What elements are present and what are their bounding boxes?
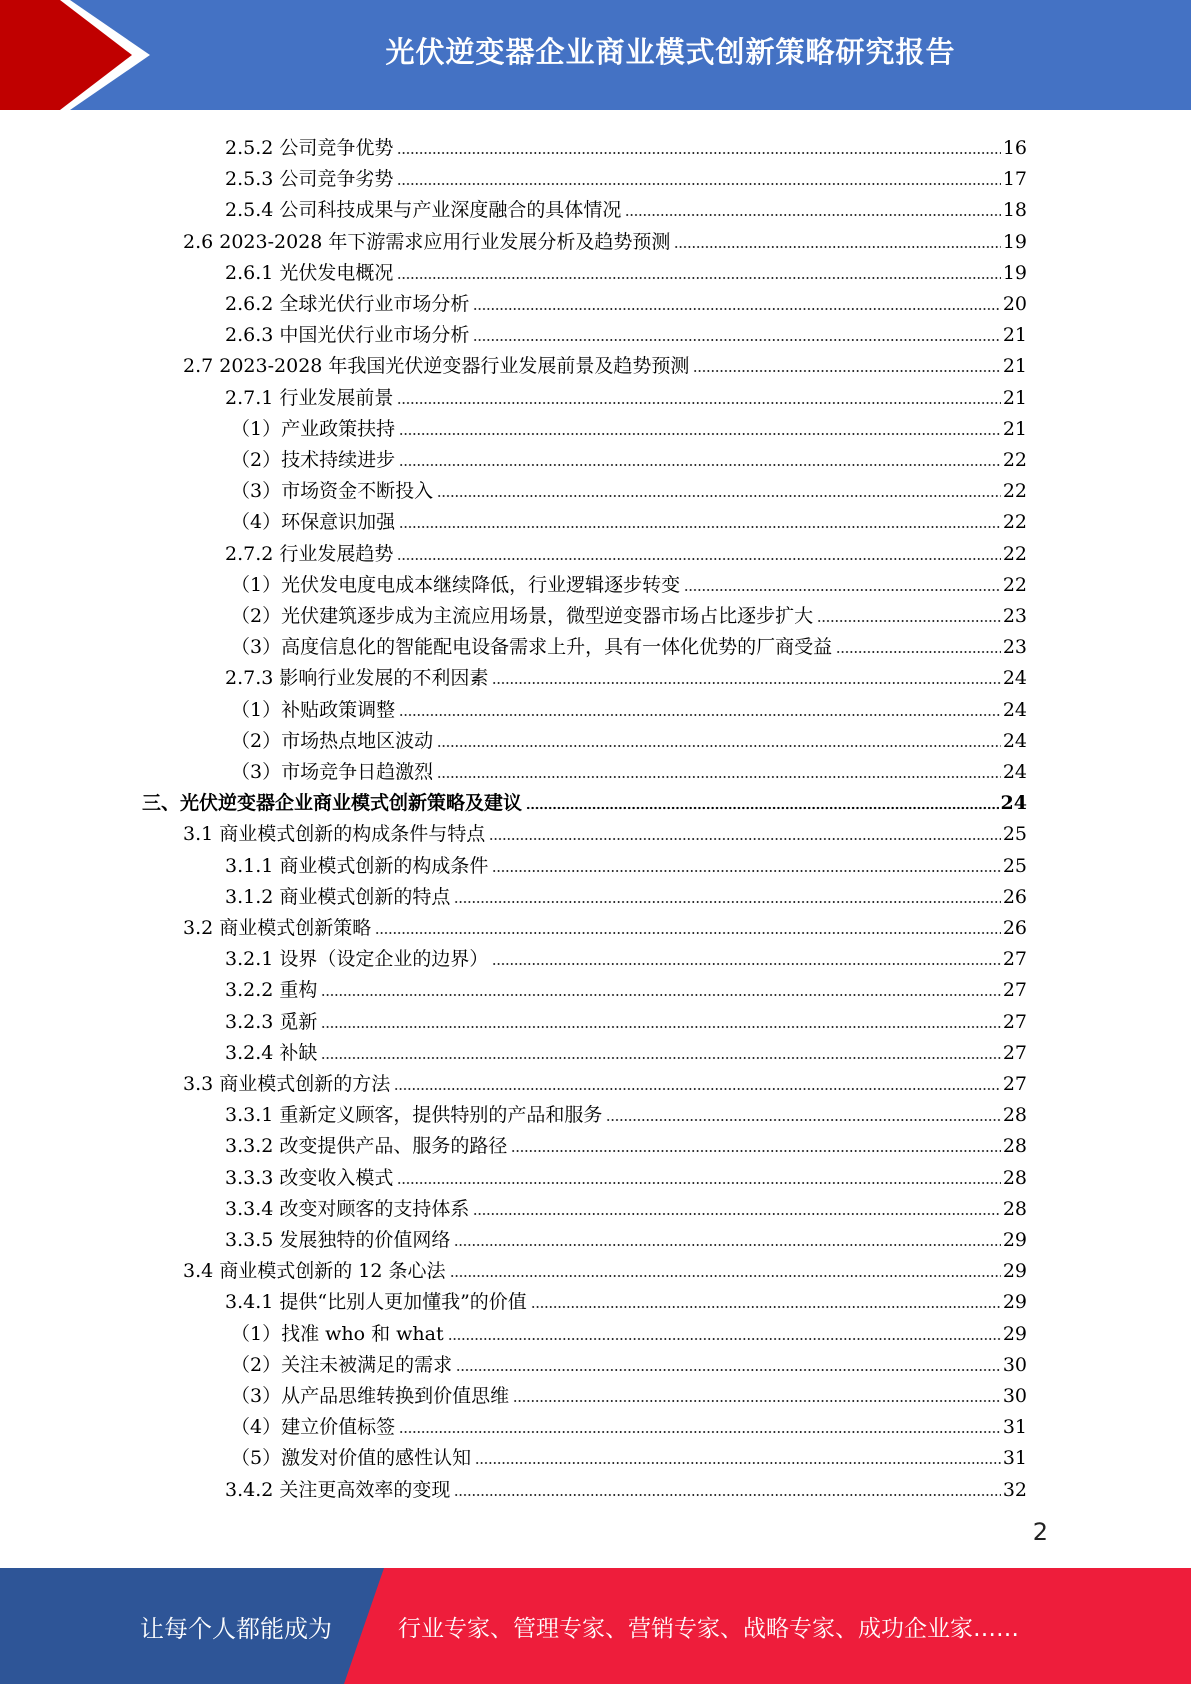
toc-entry-page: 21 — [1002, 355, 1027, 378]
toc-entry[interactable] — [225, 378, 1027, 409]
toc-entry-page: 18 — [1002, 199, 1027, 222]
toc-entry[interactable] — [231, 502, 1027, 533]
report-title: 光伏逆变器企业商业模式创新策略研究报告 — [385, 34, 956, 69]
toc-entry-title: 2.6 2023-2028 年下游需求应用行业发展分析及趋势预测 — [183, 230, 671, 253]
toc-entry[interactable] — [231, 1314, 1027, 1345]
toc-entry-page: 22 — [1002, 542, 1027, 565]
toc-entry-title: 3.2.2 重构 — [225, 979, 318, 1002]
toc-entry-page: 24 — [1002, 761, 1027, 783]
toc-leader-dots — [437, 494, 1001, 498]
toc-entry-title: （3）高度信息化的智能配电设备需求上升，具有一体化优势的厂商受益 — [231, 636, 833, 659]
toc-leader-dots — [448, 1337, 1001, 1341]
toc-entry-page: 22 — [1002, 480, 1027, 503]
toc-entry-page: 21 — [1002, 324, 1027, 347]
toc-entry-page: 29 — [1002, 1291, 1027, 1314]
toc-entry-page: 21 — [1002, 386, 1027, 409]
toc-entry-page: 24 — [1002, 698, 1027, 721]
toc-entry-page: 26 — [1002, 885, 1027, 908]
toc-entry-title: 3.3.2 改变提供产品、服务的路径 — [225, 1135, 508, 1158]
toc-leader-dots — [473, 307, 1000, 311]
toc-entry-title: （3）市场竞争日趋激烈 — [231, 761, 434, 783]
toc-entry[interactable] — [231, 690, 1027, 721]
toc-leader-dots — [399, 463, 1001, 467]
toc-entry-page: 30 — [1002, 1353, 1027, 1376]
toc-entry[interactable] — [225, 284, 1027, 315]
toc-entry[interactable] — [225, 159, 1027, 190]
toc-leader-dots — [456, 1368, 1001, 1372]
toc-entry-page: 22 — [1002, 511, 1027, 534]
toc-leader-dots — [454, 1493, 1000, 1497]
page-number: 2 — [1032, 1518, 1048, 1546]
toc-entry-title: 2.7.3 影响行业发展的不利因素 — [225, 667, 489, 690]
toc-leader-dots — [450, 1274, 1001, 1278]
toc-entry-page: 29 — [1002, 1260, 1027, 1283]
toc-leader-dots — [836, 650, 1001, 654]
toc-leader-dots — [473, 338, 1000, 342]
toc-entry-page: 30 — [1002, 1385, 1027, 1407]
toc-entry[interactable] — [225, 1126, 1027, 1157]
toc-entry-title: 3.3.5 发展独特的价值网络 — [225, 1229, 451, 1251]
toc-entry-page: 19 — [1002, 230, 1027, 253]
toc-entry[interactable] — [225, 970, 1027, 1001]
toc-leader-dots — [606, 1118, 1000, 1122]
toc-leader-dots — [397, 557, 1000, 561]
toc-entry[interactable] — [231, 565, 1027, 596]
toc-entry[interactable] — [231, 627, 1027, 658]
toc-entry[interactable] — [225, 1470, 1027, 1501]
toc-entry-page: 27 — [1002, 1073, 1027, 1095]
toc-leader-dots — [321, 1056, 1000, 1060]
toc-entry-title: 2.6.2 全球光伏行业市场分析 — [225, 293, 470, 315]
toc-entry-title: 3.2 商业模式创新策略 — [183, 917, 372, 939]
toc-entry-title: （4）建立价值标签 — [231, 1416, 396, 1439]
toc-entry-title: 三、光伏逆变器企业商业模式创新策略及建议 — [142, 792, 523, 815]
toc-entry[interactable] — [231, 752, 1027, 783]
toc-leader-dots — [454, 1243, 1000, 1247]
toc-entry[interactable] — [225, 939, 1027, 970]
toc-entry[interactable] — [225, 534, 1027, 565]
toc-leader-dots — [674, 245, 1000, 249]
toc-leader-dots — [693, 369, 1000, 373]
toc-entry[interactable] — [183, 908, 1027, 939]
page-footer — [0, 1568, 1191, 1684]
toc-entry-title: 3.3.1 重新定义顾客，提供特别的产品和服务 — [225, 1104, 603, 1127]
toc-leader-dots — [511, 1149, 1000, 1153]
toc-entry[interactable] — [231, 471, 1027, 502]
toc-entry[interactable] — [231, 1345, 1027, 1376]
footer-slogan-left: 让每个人都能成为 — [140, 1614, 332, 1643]
toc-entry-title: （5）激发对价值的感性认知 — [231, 1447, 472, 1470]
toc-entry-page: 28 — [1002, 1197, 1027, 1220]
toc-leader-dots — [473, 1212, 1000, 1216]
toc-entry-page: 27 — [1002, 948, 1027, 971]
toc-entry-page: 31 — [1002, 1447, 1027, 1470]
toc-entry-title: 3.4 商业模式创新的 12 条心法 — [183, 1260, 446, 1283]
toc-leader-dots — [817, 619, 1001, 623]
toc-entry-page: 17 — [1002, 168, 1027, 191]
toc-entry-title: 3.1.1 商业模式创新的构成条件 — [225, 854, 489, 877]
page-header — [0, 0, 1191, 110]
toc-entry-title: （1）找准 who 和 what — [231, 1322, 444, 1345]
toc-entry-title: 3.2.3 觅新 — [225, 1010, 318, 1033]
toc-entry-page: 23 — [1002, 605, 1027, 627]
toc-entry-title: 2.6.3 中国光伏行业市场分析 — [225, 324, 470, 347]
toc-entry[interactable] — [225, 1220, 1027, 1251]
toc-entry-page: 24 — [1000, 792, 1027, 815]
toc-entry[interactable] — [225, 1158, 1027, 1189]
toc-entry-title: 3.1 商业模式创新的构成条件与特点 — [183, 823, 486, 846]
toc-leader-dots — [375, 931, 1001, 935]
toc-entry-title: 3.1.2 商业模式创新的特点 — [225, 885, 451, 908]
toc-entry-title: （2）光伏建筑逐步成为主流应用场景，微型逆变器市场占比逐步扩大 — [231, 605, 814, 627]
toc-entry-title: 3.3.4 改变对顾客的支持体系 — [225, 1197, 470, 1220]
toc-entry-page: 16 — [1002, 137, 1027, 159]
toc-entry-title: （4）环保意识加强 — [231, 511, 396, 534]
toc-entry-title: （2）市场热点地区波动 — [231, 729, 434, 752]
toc-entry-page: 27 — [1002, 979, 1027, 1002]
toc-entry[interactable] — [225, 1282, 1027, 1313]
toc-entry-page: 27 — [1002, 1010, 1027, 1033]
toc-entry-title: （3）从产品思维转换到价值思维 — [231, 1385, 510, 1407]
toc-entry[interactable] — [225, 1189, 1027, 1220]
toc-entry-title: （1）补贴政策调整 — [231, 698, 396, 721]
toc-entry-title: （2）技术持续进步 — [231, 449, 396, 471]
toc-entry-page: 32 — [1002, 1478, 1027, 1501]
toc-entry[interactable] — [231, 1407, 1027, 1438]
toc-leader-dots — [399, 525, 1001, 529]
toc-entry-page: 23 — [1002, 636, 1027, 659]
toc-entry-title: 3.4.1 提供“比别人更加懂我”的价值 — [225, 1291, 527, 1314]
toc-leader-dots — [399, 1430, 1001, 1434]
toc-leader-dots — [492, 962, 1000, 966]
toc-leader-dots — [399, 713, 1001, 717]
toc-entry[interactable] — [231, 596, 1027, 627]
toc-entry-title: 2.7.1 行业发展前景 — [225, 386, 394, 409]
toc-entry-page: 28 — [1002, 1135, 1027, 1158]
toc-entry-page: 29 — [1002, 1229, 1027, 1251]
toc-leader-dots — [526, 806, 999, 810]
toc-entry-page: 24 — [1002, 729, 1027, 752]
toc-entry-page: 22 — [1002, 449, 1027, 471]
toc-entry[interactable] — [231, 440, 1027, 471]
toc-entry-title: 2.5.2 公司竞争优势 — [225, 137, 394, 159]
toc-entry[interactable] — [225, 253, 1027, 284]
toc-entry-page: 29 — [1002, 1322, 1027, 1345]
toc-leader-dots — [625, 213, 1000, 217]
toc-entry-title: 2.6.1 光伏发电概况 — [225, 261, 394, 284]
toc-entry[interactable] — [225, 1095, 1027, 1126]
toc-entry-title: 2.7.2 行业发展趋势 — [225, 542, 394, 565]
toc-entry-page: 19 — [1002, 261, 1027, 284]
toc-leader-dots — [492, 681, 1000, 685]
toc-entry-page: 25 — [1002, 854, 1027, 877]
toc-entry[interactable] — [231, 409, 1027, 440]
toc-leader-dots — [513, 1399, 1001, 1403]
toc-entry[interactable] — [183, 222, 1027, 253]
toc-leader-dots — [397, 401, 1000, 405]
footer-slogan-right: 行业专家、管理专家、营销专家、战略专家、成功企业家…… — [398, 1615, 1019, 1642]
toc-leader-dots — [437, 744, 1001, 748]
toc-entry[interactable] — [183, 346, 1027, 377]
toc-entry[interactable] — [231, 721, 1027, 752]
toc-entry-title: 3.3 商业模式创新的方法 — [183, 1073, 391, 1095]
toc-entry-title: 3.2.1 设界（设定企业的边界） — [225, 948, 489, 971]
toc-entry-title: 2.5.3 公司竞争劣势 — [225, 168, 394, 191]
toc-leader-dots — [397, 182, 1000, 186]
toc-leader-dots — [475, 1461, 1001, 1465]
toc-entry-title: 3.4.2 关注更高效率的变现 — [225, 1478, 451, 1501]
toc-entry-page: 24 — [1002, 667, 1027, 690]
toc-entry[interactable] — [183, 814, 1027, 845]
toc-entry-title: 3.2.4 补缺 — [225, 1041, 318, 1064]
toc-entry[interactable] — [225, 190, 1027, 221]
toc-entry-page: 28 — [1002, 1104, 1027, 1127]
toc-leader-dots — [399, 432, 1001, 436]
toc-entry-title: 2.5.4 公司科技成果与产业深度融合的具体情况 — [225, 199, 622, 222]
toc-entry-page: 25 — [1002, 823, 1027, 846]
toc-entry[interactable] — [231, 1438, 1027, 1469]
toc-entry[interactable] — [183, 1064, 1027, 1095]
toc-leader-dots — [454, 900, 1000, 904]
toc-entry[interactable] — [225, 877, 1027, 908]
toc-entry-page: 26 — [1002, 917, 1027, 939]
toc-leader-dots — [684, 588, 1001, 592]
toc-entry-title: （1）产业政策扶持 — [231, 417, 396, 440]
toc-leader-dots — [489, 837, 1001, 841]
toc-leader-dots — [397, 151, 1000, 155]
toc-entry-page: 22 — [1002, 573, 1027, 596]
toc-entry-title: 3.3.3 改变收入模式 — [225, 1166, 394, 1189]
toc-entry-page: 27 — [1002, 1041, 1027, 1064]
toc-entry-title: 2.7 2023-2028 年我国光伏逆变器行业发展前景及趋势预测 — [183, 355, 690, 378]
toc-leader-dots — [321, 1025, 1000, 1029]
toc-leader-dots — [321, 993, 1000, 997]
toc-leader-dots — [492, 869, 1000, 873]
toc-leader-dots — [531, 1305, 1001, 1309]
toc-entry[interactable] — [225, 128, 1027, 159]
toc-entry[interactable] — [225, 315, 1027, 346]
toc-leader-dots — [397, 276, 1000, 280]
toc-entry[interactable] — [225, 658, 1027, 689]
toc-entry[interactable] — [225, 846, 1027, 877]
toc-entry-title: （3）市场资金不断投入 — [231, 480, 434, 503]
toc-entry-title: （2）关注未被满足的需求 — [231, 1353, 453, 1376]
toc-entry[interactable] — [142, 783, 1027, 814]
toc-entry-page: 28 — [1002, 1166, 1027, 1189]
toc-entry[interactable] — [231, 1376, 1027, 1407]
toc-entry[interactable] — [225, 1033, 1027, 1064]
toc-entry-page: 21 — [1002, 417, 1027, 440]
toc-leader-dots — [394, 1087, 1001, 1091]
toc-entry-page: 20 — [1002, 293, 1027, 315]
toc-entry-page: 31 — [1002, 1416, 1027, 1439]
toc-leader-dots — [437, 775, 1001, 779]
toc-leader-dots — [397, 1181, 1000, 1185]
toc-entry[interactable] — [225, 1002, 1027, 1033]
toc-entry-title: （1）光伏发电度电成本继续降低，行业逻辑逐步转变 — [231, 573, 681, 596]
toc-entry[interactable] — [183, 1251, 1027, 1282]
